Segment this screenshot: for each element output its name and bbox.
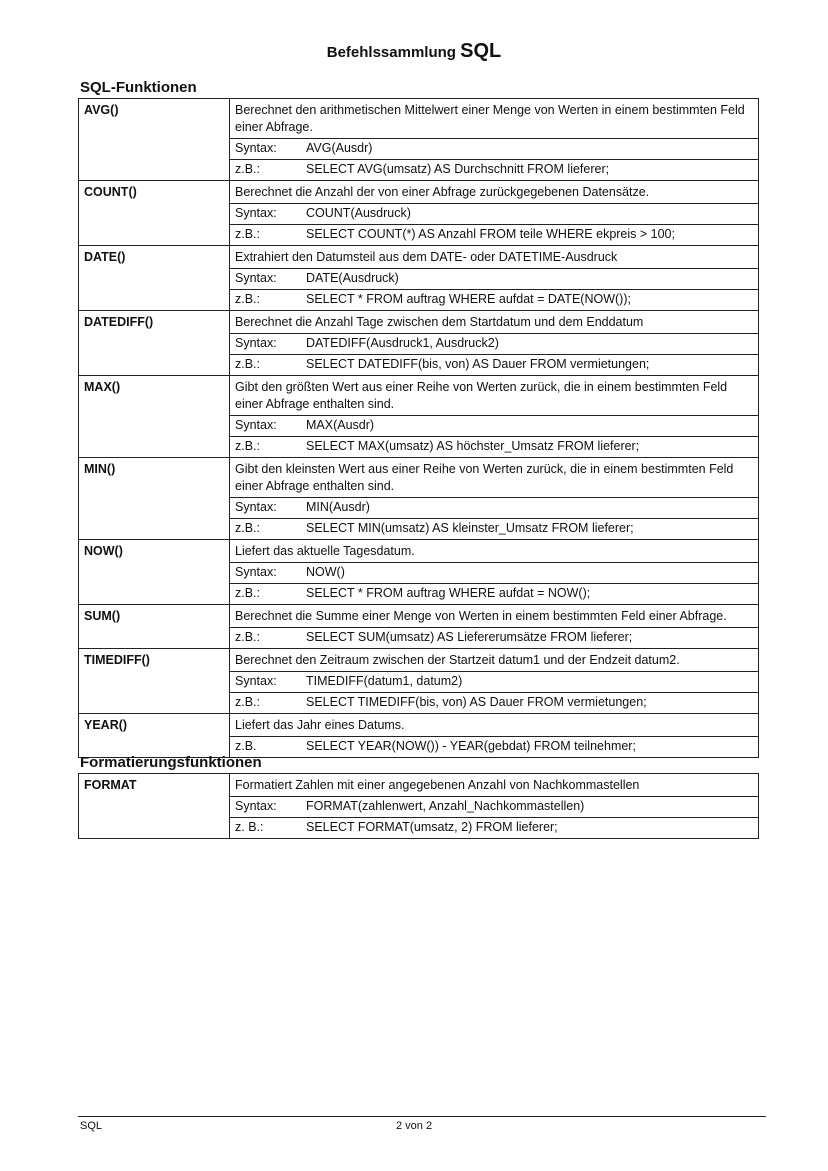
row-value: NOW() [306,565,345,579]
row-label: z.B.: [235,357,261,371]
section-heading-format: Formatierungsfunktionen [80,754,262,771]
function-name: DATE() [79,246,230,311]
function-description: Berechnet den arithmetischen Mittelwert einer Menge von Werten in einem bestimmten Feld einer Abfrage. [235,103,745,134]
row-label: Syntax: [235,271,277,285]
row-value: DATEDIFF(Ausdruck1, Ausdruck2) [306,336,499,350]
table-row [79,774,759,839]
row-label: Syntax: [235,141,277,155]
row-label: Syntax: [235,336,277,350]
function-name: MAX() [79,376,230,458]
function-name: MIN() [79,458,230,540]
row-label: z.B.: [235,521,261,535]
function-name: FORMAT [79,774,230,839]
syntax-row [230,796,758,817]
page-number: 2 von 2 [396,1120,433,1132]
example-row [230,436,758,457]
title-prefix: Befehlssammlung [326,44,461,61]
row-value: SELECT YEAR(NOW()) - YEAR(gebdat) FROM teilnehmer; [306,739,636,753]
function-description: Gibt den größten Wert aus einer Reihe von Werten zurück, die in einem bestimmten Feld einer Abfrage enthalten sind. [235,380,728,411]
example-row [230,159,758,180]
section-heading-sql: SQL-Funktionen [80,79,197,96]
row-value: MIN(Ausdr) [306,500,370,514]
example-row [230,817,758,838]
example-row [230,354,758,375]
syntax-row [230,497,758,518]
title-main: SQL [460,40,502,62]
row-label: z.B.: [235,439,261,453]
syntax-row [230,415,758,436]
table-row [79,605,759,649]
syntax-row [230,138,758,159]
row-value: SELECT * FROM auftrag WHERE aufdat = DATE(NOW()); [306,292,631,306]
table-row [79,246,759,311]
row-value: SELECT COUNT(*) AS Anzahl FROM teile WHERE ekpreis > 100; [306,227,675,241]
row-value: SELECT SUM(umsatz) AS Liefererumsätze FROM lieferer; [306,630,633,644]
row-label: Syntax: [235,206,277,220]
format-functions-table [78,773,759,839]
row-value: SELECT MIN(umsatz) AS kleinster_Umsatz FROM lieferer; [306,521,634,535]
function-name: YEAR() [79,714,230,758]
table-row [79,714,759,758]
function-name: SUM() [79,605,230,649]
footer-label: SQL [80,1120,103,1132]
row-label: z. B.: [235,820,264,834]
function-name: AVG() [79,99,230,181]
example-row [230,736,758,757]
row-label: z.B.: [235,162,261,176]
row-value: SELECT FORMAT(umsatz, 2) FROM lieferer; [306,820,558,834]
function-description: Formatiert Zahlen mit einer angegebenen Anzahl von Nachkommastellen [235,778,640,792]
row-value: SELECT DATEDIFF(bis, von) AS Dauer FROM vermietungen; [306,357,650,371]
table-row [79,458,759,540]
table-row [79,540,759,605]
sql-functions-table [78,98,759,758]
syntax-row [230,203,758,224]
table-row [79,181,759,246]
example-row [230,583,758,604]
row-value: SELECT MAX(umsatz) AS höchster_Umsatz FROM lieferer; [306,439,640,453]
function-name: DATEDIFF() [79,311,230,376]
row-value: COUNT(Ausdruck) [306,206,411,220]
row-label: z.B. [235,739,257,753]
function-name: COUNT() [79,181,230,246]
row-label: z.B.: [235,586,261,600]
function-description: Extrahiert den Datumsteil aus dem DATE- oder DATETIME-Ausdruck [235,250,618,264]
row-label: z.B.: [235,292,261,306]
row-label: z.B.: [235,227,261,241]
example-row [230,692,758,713]
row-label: Syntax: [235,565,277,579]
row-value: AVG(Ausdr) [306,141,373,155]
example-row [230,627,758,648]
row-label: Syntax: [235,500,277,514]
table-row [79,311,759,376]
row-label: Syntax: [235,799,277,813]
footer-divider [78,1116,766,1117]
table-row [79,649,759,714]
function-description: Berechnet den Zeitraum zwischen der Startzeit datum1 und der Endzeit datum2. [235,653,680,667]
syntax-row [230,562,758,583]
function-description: Berechnet die Anzahl Tage zwischen dem Startdatum und dem Enddatum [235,315,644,329]
table-row [79,376,759,458]
syntax-row [230,671,758,692]
row-value: TIMEDIFF(datum1, datum2) [306,674,463,688]
row-value: MAX(Ausdr) [306,418,375,432]
row-label: Syntax: [235,418,277,432]
function-description: Berechnet die Summe einer Menge von Werten in einem bestimmten Feld einer Abfrage. [235,609,727,623]
row-label: z.B.: [235,630,261,644]
row-value: SELECT AVG(umsatz) AS Durchschnitt FROM lieferer; [306,162,610,176]
row-value: SELECT * FROM auftrag WHERE aufdat = NOW(); [306,586,591,600]
syntax-row [230,333,758,354]
function-name: NOW() [79,540,230,605]
function-description: Gibt den kleinsten Wert aus einer Reihe von Werten zurück, die in einem bestimmten Feld einer Abfrage enthalten sind. [235,462,734,493]
row-value: DATE(Ausdruck) [306,271,399,285]
table-row [79,99,759,181]
example-row [230,518,758,539]
example-row [230,289,758,310]
page-title [0,40,828,63]
syntax-row [230,268,758,289]
function-name: TIMEDIFF() [79,649,230,714]
example-row [230,224,758,245]
row-value: SELECT TIMEDIFF(bis, von) AS Dauer FROM vermietungen; [306,695,647,709]
function-description: Liefert das Jahr eines Datums. [235,718,405,732]
function-description: Liefert das aktuelle Tagesdatum. [235,544,415,558]
row-label: z.B.: [235,695,261,709]
row-value: FORMAT(zahlenwert, Anzahl_Nachkommastellen) [306,799,585,813]
function-description: Berechnet die Anzahl der von einer Abfrage zurückgegebenen Datensätze. [235,185,650,199]
row-label: Syntax: [235,674,277,688]
